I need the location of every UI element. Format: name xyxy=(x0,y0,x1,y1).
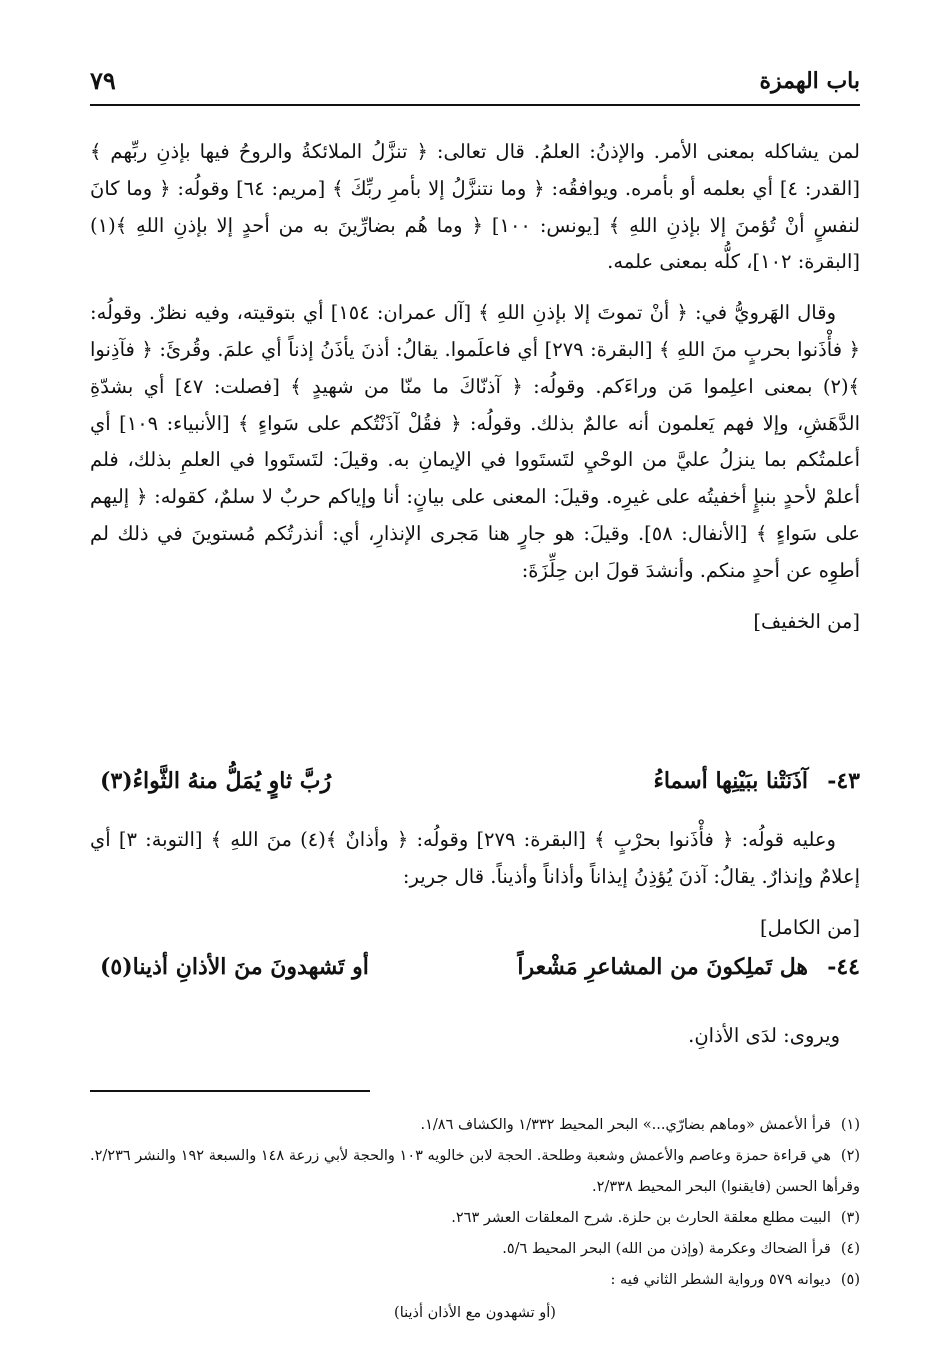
footnote-3 xyxy=(90,1203,860,1234)
main-text-continued xyxy=(90,822,860,960)
verse-44 xyxy=(90,948,860,992)
footnote-marker: (٣) xyxy=(840,1210,860,1226)
book-page xyxy=(90,62,860,1342)
verse-first-hemistich: هل تَملِكونَ من المشاعرِ مَشْعراً xyxy=(517,954,808,980)
verse-first-hemistich: آذَنَتْنا ببَيْنِها أسماءُ xyxy=(653,768,808,794)
meter-label-khafif: [من الخفيف] xyxy=(753,609,860,633)
footnote-text: البيت مطلع معلقة الحارث بن حلزة. شرح المعلقات العشر ٢٦٣. xyxy=(451,1210,831,1226)
page-number: ٧٩ xyxy=(90,66,116,95)
footnote-marker: (٤) xyxy=(840,1241,860,1257)
page-header xyxy=(90,62,860,106)
footnote-text: قرأ الأعمش «وماهم بضارّي...» البحر المحيط ١/٣٣٢ والكشاف ١/٨٦. xyxy=(420,1117,831,1133)
footnote-marker: (١) xyxy=(840,1117,860,1133)
main-text xyxy=(90,134,860,654)
footnote-text: ديوانه ٥٧٩ ورواية الشطر الثاني فيه : xyxy=(610,1272,831,1288)
chapter-title: باب الهمزة xyxy=(759,68,860,94)
verse-43 xyxy=(90,762,860,806)
paragraph-3: وعليه قولُه: ﴿ فأْذَنوا بحرْبٍ ﴾ [البقرة: ٢٧٩] وقولُه: ﴿ وأذانٌ ﴾(٤) منَ اللهِ ﴾ [التوبة: ٣] أي إعلامٌ وإنذارٌ. يقالُ: آذنَ يُؤذِنُ إيذاناً وأذاناً وأذيناً. قال جرير: xyxy=(90,828,860,888)
verse-second-hemistich: أو تَشهدونَ منَ الأذانِ أذينا(٥) xyxy=(100,954,369,980)
verse-number: ٤٣- xyxy=(827,768,860,794)
meter-label-kamil: [من الكامل] xyxy=(760,915,860,939)
paragraph-1: لمن يشاكله بمعنى الأمر. والإذنُ: العلمُ. قال تعالى: ﴿ تنزَّلُ الملائكةُ والروحُ فيها بإذنِ ربِّهم ﴾ [القدر: ٤] أي بعلمه أو بأمره. ويوافقُه: ﴿ وما نتنزَّلُ إلا بأمرِ ربِّكَ ﴾ [مريم: ٦٤] وقولُه: ﴿ وما كانَ لنفسٍ أنْ تُؤمنَ إلا بإذنِ اللهِ ﴾ [يونس: ١٠٠] ﴿ وما هُم بضارِّينَ به من أحدٍ إلا بإذنِ اللهِ ﴾(١) [البقرة: ١٠٢]، كلُّه بمعنى علمه. xyxy=(90,140,860,274)
footnote-marker: (٢) xyxy=(840,1148,861,1164)
footnote-marker: (٥) xyxy=(840,1272,860,1288)
footnote-5 xyxy=(90,1265,860,1296)
footnote-quoted-verse: (أو تشهدون مع الأذان أذينا) xyxy=(394,1305,556,1321)
variant-reading-line: ويروى: لدَى الأذانِ. xyxy=(688,1024,840,1047)
footnote-text: هي قراءة حمزة وعاصم والأعمش وشعبة وطلحة. الحجة لابن خالويه ١٠٣ والحجة لأبي زرعة ١٤٨ والسبعة ١٩٢ والنشر ٢/٢٣٦. وقرأها الحسن (فايقنوا) البحر المحيط ٢/٣٣٨. xyxy=(90,1148,860,1195)
footnote-text: قرأ الضحاك وعكرمة (وإذن من الله) البحر المحيط ٥/٦. xyxy=(502,1241,831,1257)
footnotes xyxy=(90,1110,860,1329)
footnote-2 xyxy=(90,1141,860,1203)
verse-number: ٤٤- xyxy=(827,954,860,980)
paragraph-2: وقال الهَرويُّ في: ﴿ أنْ تموتَ إلا بإذنِ اللهِ ﴾ [آل عمران: ١٥٤] أي بتوقيته، وفيه نظرٌ. وقولُه: ﴿ فأْذَنوا بحربٍ منَ اللهِ ﴾ [البقرة: ٢٧٩] أي فاعلَموا. يقالُ: أذنَ يأذَنُ إذناً أي علمَ. وقُرئَ: ﴿ فآذِنوا ﴾(٢) بمعنى اعلِموا مَن وراءَكم. وقولُه: ﴿ آذنّاكَ ما منّا من شهيدٍ ﴾ [فصلت: ٤٧] أي بشدّةِ الدَّهَشِ، وإلا فهم يَعلمون أنه عالمٌ بذلك. وقولُه: ﴿ فقُلْ آذَنْتُكم على سَواءٍ ﴾ [الأنبياء: ١٠٩] أي أعلمتُكم بما ينزلُ عليَّ من الوحْيِ لتَستَووا في الإيمانِ به. وقيلَ: لتَستَووا في العلمِ بذلك، فلم أعلمْ لأحدٍ بنبإٍ أخفيتُه على غيرِه. وقيلَ: المعنى على بيانٍ: أنا وإياكم حربٌ لا سلمٌ، كقوله: ﴿ إليهم على سَواءٍ ﴾ [الأنفال: ٥٨]. وقيلَ: هو جارٍ هنا مَجرى الإنذارِ، أي: أنذرتُكم مُستوينَ في ذلك لم أطوِه عن أحدٍ منكم. وأنشدَ قولَ ابن حِلِّزَةَ: xyxy=(90,301,861,582)
footnote-1 xyxy=(90,1110,860,1141)
verse-second-hemistich: رُبَّ ثاوٍ يُمَلُّ منهُ الثَّواءُ(٣) xyxy=(100,768,332,794)
footnote-divider xyxy=(90,1090,370,1092)
footnote-4 xyxy=(90,1234,860,1265)
